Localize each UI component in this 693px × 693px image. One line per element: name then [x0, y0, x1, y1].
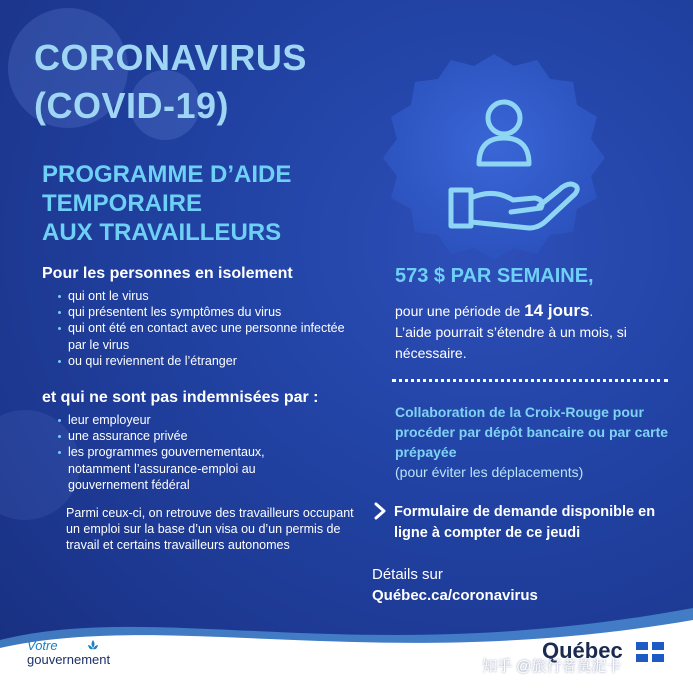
program-title-line-3: AUX TRAVAILLEURS — [42, 219, 282, 246]
collaboration-text — [395, 402, 675, 482]
list-item: ou qui reviennent de l’étranger — [58, 353, 358, 369]
not-compensated-heading: et qui ne sont pas indemnisées par : — [42, 389, 319, 406]
details-link[interactable]: Québec.ca/coronavirus — [372, 587, 538, 604]
isolation-heading: Pour les personnes en isolement — [42, 265, 293, 282]
not-compensated-list — [58, 412, 298, 493]
list-item: leur employeur — [58, 412, 298, 428]
quebec-flag-icon — [636, 642, 664, 662]
hand-holding-person-icon — [367, 52, 622, 262]
period-prefix: pour une période de — [395, 303, 521, 319]
list-item: les programmes gouvernementaux, notamment l’assurance-emploi au gouvernement fédéral — [58, 444, 298, 493]
watermark: 知乎 @旅行者莫泥卡 — [482, 658, 622, 675]
list-item: qui présentent les symptômes du virus — [58, 304, 358, 320]
period-duration: 14 jours — [524, 301, 590, 320]
list-item: une assurance privée — [58, 428, 298, 444]
period-extension: L’aide pourrait s’étendre à un mois, si nécessaire. — [395, 324, 627, 361]
form-notice-text: Formulaire de demande disponible en ligne à compter de ce jeudi — [394, 504, 656, 541]
period-text — [395, 300, 675, 364]
program-title-line-2: TEMPORAIRE — [42, 190, 203, 217]
collaboration-main: Collaboration de la Croix-Rouge pour procéder par dépôt bancaire ou par carte prépayée — [395, 404, 669, 460]
amount-per-week: 573 $ PAR SEMAINE, — [395, 265, 594, 287]
quebec-wordmark: Québec — [542, 638, 623, 663]
details-label: Détails sur — [372, 566, 443, 583]
workers-note: Parmi ceux-ci, on retrouve des travailleurs occupant un emploi sur la base d’un visa ou d’un permis de travail et certains travailleurs autonomes — [66, 506, 354, 552]
gov-line-1: Votre — [27, 638, 58, 653]
collaboration-note: (pour éviter les déplacements) — [395, 464, 584, 480]
page-title — [34, 34, 307, 130]
program-title-line-1: PROGRAMME D’AIDE — [42, 161, 292, 188]
list-item: qui ont le virus — [58, 288, 358, 304]
gov-line-2: gouvernement — [27, 652, 111, 667]
fleur-de-lis-icon — [87, 640, 99, 652]
title-line-2: (COVID-19) — [34, 85, 230, 126]
title-line-1: CORONAVIRUS — [34, 37, 307, 78]
program-title — [42, 160, 372, 247]
dotted-divider — [392, 379, 668, 382]
government-logo — [27, 638, 147, 672]
period-suffix: . — [589, 303, 594, 319]
isolation-list — [58, 288, 358, 369]
list-item: qui ont été en contact avec une personne infectée par le virus — [58, 320, 358, 352]
chevron-right-icon — [372, 502, 388, 520]
